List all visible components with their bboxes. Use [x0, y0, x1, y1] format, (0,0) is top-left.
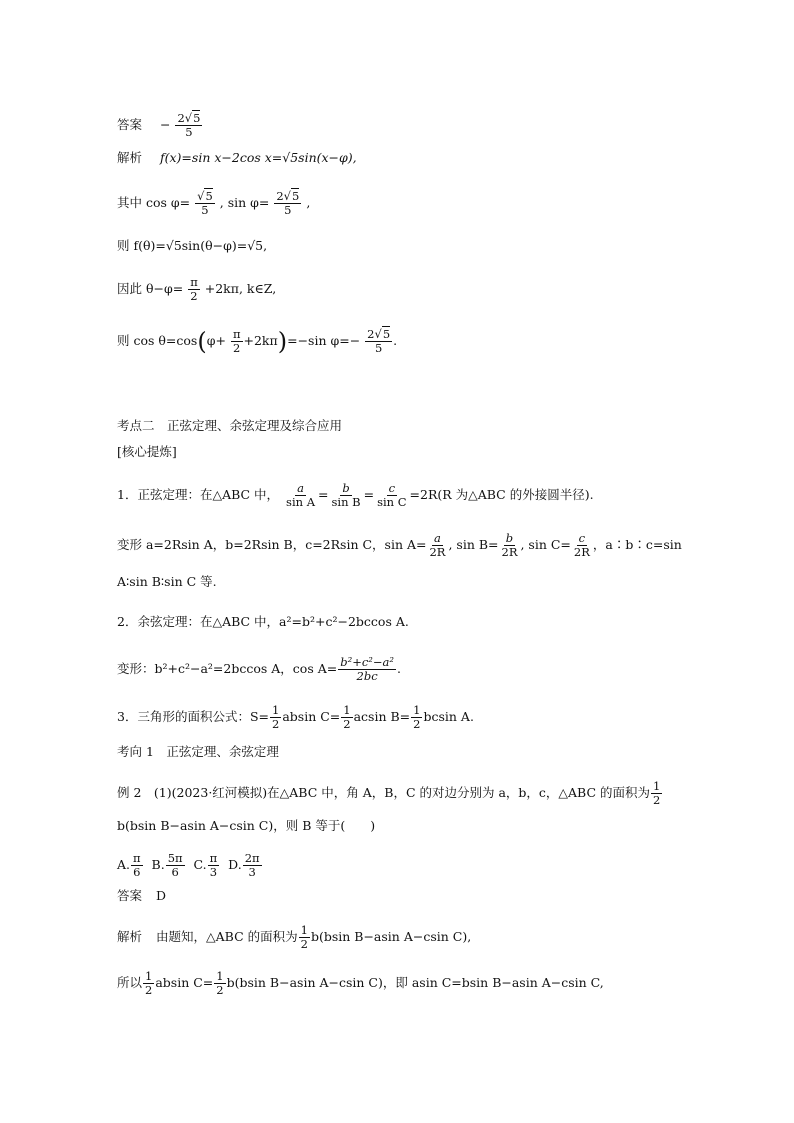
text: 则 f(θ)=√5sin(θ−φ)=√5,	[117, 238, 268, 253]
numerator: 1	[300, 923, 308, 937]
text: ，a∶b∶c=sin	[592, 537, 682, 552]
text: 则 cos θ=cos	[117, 333, 198, 348]
text: 其中 cos φ=	[117, 195, 191, 210]
cosine-law-line: 2．余弦定理：在△ABC 中，a²=b²+c²−2bccos A.	[117, 614, 409, 629]
text: bcsin A.	[423, 709, 474, 724]
denominator: 2	[300, 937, 308, 951]
option-d[interactable]	[228, 851, 262, 879]
text: +2kπ, k∈Z,	[204, 281, 277, 296]
radicand: 5	[193, 111, 201, 125]
fraction-result: $\frac{2√5}{5}$	[367, 327, 391, 355]
text: 变形 a=2Rsin A，b=2Rsin B，c=2Rsin C，sin A=	[117, 537, 427, 552]
fraction-half	[411, 704, 422, 731]
fraction-cosA	[338, 656, 396, 683]
fraction-c-sinC	[375, 482, 408, 509]
text: , sin φ=	[219, 195, 270, 210]
sine-ratio-line: A∶sin B∶sin C 等.	[117, 574, 217, 589]
text: .	[393, 333, 398, 348]
section-title: 考点二 正弦定理、余弦定理及综合应用	[117, 418, 343, 433]
denominator: 2	[272, 717, 280, 731]
sine-law-variant-line	[117, 532, 682, 559]
numerator: π	[133, 851, 141, 865]
text: b(bsin B−asin A−csin C),	[310, 929, 472, 944]
numerator: 2π	[244, 851, 260, 865]
sine-law-line: 1．正弦定理：在△ABC 中， $\frac{a}{\text{sin A}}$ = $\frac{b}{\text{sin B}}$ = $\frac{c}{\text{sin C}}$ =2R(R 为△ABC 的外接圆半径).	[117, 481, 594, 509]
numerator: b	[505, 531, 514, 545]
fraction-cos: $\frac{√5}{5}$	[197, 189, 213, 217]
text: =2R(R 为△ABC 的外接圆半径).	[409, 487, 594, 502]
text: .	[397, 661, 401, 676]
fraction-pi-2	[231, 328, 243, 355]
solution-line-5: 则 cos θ=cos(φ+ $\frac{\pi}{2}$ +2kπ)=−sin φ=− $\frac{2√5}{5}$ .	[117, 327, 398, 356]
denominator: sin B	[331, 495, 361, 509]
text: ,	[306, 195, 311, 210]
text: , sin C=	[520, 537, 571, 552]
denominator: 6	[171, 865, 179, 879]
text: absin C=	[155, 975, 214, 990]
fraction-pi-2	[188, 276, 200, 303]
denominator: 2	[413, 717, 421, 731]
denominator: 5	[185, 125, 193, 139]
numerator: 1	[343, 703, 351, 717]
fraction-half	[270, 704, 281, 731]
fraction-c-2R	[572, 532, 592, 559]
denominator: sin A	[286, 495, 315, 509]
fraction-a-2R	[427, 532, 447, 559]
fraction-a-sinA	[284, 482, 317, 509]
text: , sin B=	[448, 537, 499, 552]
text: φ+	[206, 333, 226, 348]
denominator: 2	[190, 289, 198, 303]
fraction-half	[214, 970, 225, 997]
answer-line-2	[117, 888, 166, 904]
fraction-sin: $\frac{2√5}{5}$	[276, 189, 300, 217]
denominator: 2	[343, 717, 351, 731]
numerator: 2	[177, 111, 185, 125]
solution-line-1	[117, 150, 357, 166]
numerator: 1	[272, 703, 280, 717]
solution2-line-1	[117, 924, 471, 951]
numerator: b	[342, 481, 350, 495]
numerator: π	[209, 851, 218, 865]
denominator: 3	[248, 865, 256, 879]
numerator: 1	[653, 779, 661, 793]
denominator: 2bc	[356, 669, 378, 683]
fraction-half	[143, 970, 154, 997]
answer-line-1	[117, 112, 203, 139]
direction-heading: 考向 1 正弦定理、余弦定理	[117, 744, 279, 759]
denominator: 2	[216, 983, 224, 997]
text: 由题知，△ABC 的面积为	[156, 929, 298, 944]
text: 例 2 (1)(2023·红河模拟)在△ABC 中，角 A，B，C 的对边分别为 a，b，c，△ABC 的面积为	[117, 785, 651, 800]
numerator: 1	[413, 703, 421, 717]
option-letter: C.	[193, 857, 207, 872]
solution-formula-1: f(x)=sin x−2cos x=√5sin(x−φ),	[160, 150, 357, 165]
option-letter: B.	[151, 857, 165, 872]
numerator: c	[578, 531, 586, 545]
answer-fraction: $\frac{2√5}{5}$	[177, 111, 201, 139]
solution-line-3	[117, 238, 267, 254]
text: absin C=	[282, 709, 341, 724]
radicand: 5	[382, 327, 391, 341]
numerator: a	[434, 531, 441, 545]
text: acsin B=	[353, 709, 411, 724]
option-c[interactable]	[193, 851, 221, 879]
text: 1．正弦定理：在△ABC 中，	[117, 487, 280, 502]
solution-label: 解析	[117, 929, 143, 944]
denominator: 2R	[429, 545, 446, 559]
core-heading: [核心提炼]	[117, 444, 177, 459]
denominator: 3	[209, 865, 218, 879]
fraction-half	[341, 704, 352, 731]
options-line	[117, 852, 263, 879]
text: +2kπ	[243, 333, 278, 348]
denominator: 2	[145, 983, 153, 997]
solution-label: 解析	[117, 150, 143, 165]
numerator: 2	[367, 327, 375, 341]
numerator: a	[297, 481, 304, 495]
minus-sign: −	[160, 117, 171, 132]
denominator: 2R	[501, 545, 518, 559]
answer-label: 答案	[117, 117, 143, 132]
area-formula-line	[117, 704, 474, 731]
fraction-b-sinB	[329, 482, 362, 509]
numerator: c	[388, 481, 396, 495]
solution2-line-2	[117, 970, 604, 997]
answer-label: 答案	[117, 888, 143, 903]
radicand: 5	[205, 189, 213, 203]
example-line-1	[117, 780, 663, 807]
cosine-variant-line	[117, 656, 401, 683]
answer-value: D	[156, 888, 167, 903]
numerator: π	[232, 327, 241, 341]
denominator: 2R	[573, 545, 590, 559]
option-letter: A.	[117, 857, 131, 872]
denominator: 5	[375, 341, 383, 355]
solution-line-4	[117, 276, 276, 303]
denominator: 5	[201, 203, 209, 217]
option-a[interactable]	[117, 851, 144, 879]
denominator: 2	[233, 341, 241, 355]
text: 3．三角形的面积公式：S=	[117, 709, 269, 724]
denominator: 6	[133, 865, 141, 879]
fraction-b-2R	[500, 532, 520, 559]
denominator: 5	[284, 203, 292, 217]
numerator: 1	[145, 969, 153, 983]
numerator: 5π	[167, 851, 183, 865]
text: =−sin φ=−	[287, 333, 361, 348]
numerator: π	[190, 275, 198, 289]
text: 所以	[117, 975, 143, 990]
example-line-2: b(bsin B−asin A−csin C)，则 B 等于( )	[117, 818, 376, 833]
radicand: 5	[292, 189, 300, 203]
numerator: b²+c²−a²	[340, 655, 394, 669]
text: 因此 θ−φ=	[117, 281, 184, 296]
denominator: 2	[653, 793, 661, 807]
solution-line-2	[117, 190, 310, 217]
text: 变形：b²+c²−a²=2bccos A，cos A=	[117, 661, 338, 676]
fraction-half	[299, 924, 310, 951]
text: b(bsin B−asin A−csin C)，即 asin C=bsin B−asin A−csin C,	[226, 975, 604, 990]
numerator: 2	[276, 189, 284, 203]
option-b[interactable]	[151, 851, 186, 879]
numerator: 1	[216, 969, 224, 983]
fraction-half	[651, 780, 662, 807]
denominator: sin C	[377, 495, 407, 509]
option-letter: D.	[228, 857, 242, 872]
